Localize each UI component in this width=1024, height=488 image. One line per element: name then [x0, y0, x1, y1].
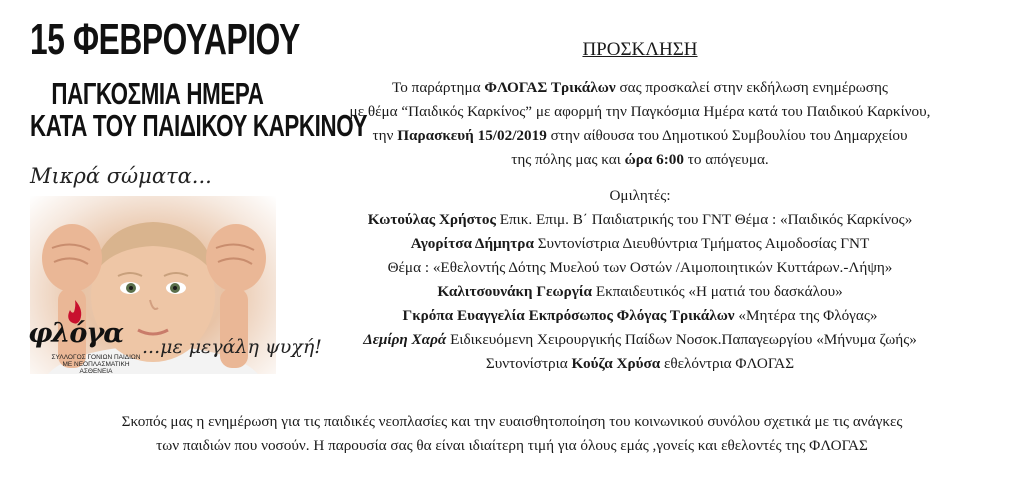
speaker-role: Συντονίστρια Διευθύντρια Τμήματος Αιμοδοσίας ΓΝΤ: [533, 235, 870, 252]
speaker-name: Κωτούλας Χρήστος: [367, 211, 496, 228]
speaker-name: Καλιτσουνάκη Γεωργία: [437, 283, 593, 300]
text-span: σας προσκαλεί στην εκδήλωση ενημέρωσης: [615, 79, 888, 96]
invitation-paragraph: [290, 76, 990, 172]
speaker-5: [290, 328, 990, 352]
poster-tagline-top: Μικρά σώματα...: [30, 164, 212, 188]
purpose-line-2: των παιδιών που νοσούν. Η παρουσία σας θα είναι ιδιαίτερη τιμή για όλους εμάς ,γονείς και εθελοντές της ΦΛΟΓΑΣ: [156, 437, 868, 454]
speaker-name: Αγορίτσα Δήμητρα: [410, 235, 534, 252]
speaker-role: Ειδικευόμενη Χειρουργικής Παίδων Νοσοκ.Παπαγεωργίου «Μήνυμα ζωής»: [446, 331, 917, 348]
speaker-1: [290, 208, 990, 232]
invitation-line-1: [290, 76, 990, 100]
flogas-logo: [28, 318, 141, 388]
speaker-role: Επικ. Επιμ. Β΄ Παιδιατρικής του ΓΝΤ Θέμα : «Παιδικός Καρκίνος»: [495, 211, 913, 228]
poster-tagline-bottom: ...με μεγάλη ψυχή!: [142, 336, 322, 358]
purpose-statement: [20, 410, 1004, 458]
speakers-heading: Ομιλητές:: [609, 187, 671, 204]
speaker-4: [290, 304, 990, 328]
text-span: Το παράρτημα: [392, 79, 485, 96]
coordinator-role: εθελόντρια ΦΛΟΓΑΣ: [660, 355, 795, 372]
logo-wordmark: φλόγα: [28, 318, 123, 349]
speaker-name: Δεμίρη Χαρά: [363, 331, 447, 348]
speaker-role: Εκπαιδευτικός «Η ματιά του δασκάλου»: [592, 283, 843, 300]
speaker-2-topic: Θέμα : «Εθελοντής Δότης Μυελού των Οστών /Αιμοποιητικών Κυττάρων.-Λήψη»: [387, 259, 893, 276]
invitation-title: ΠΡΟΣΚΛΗΣΗ: [582, 39, 698, 60]
speaker-2: [290, 232, 990, 256]
poster-date-heading: 15 ΦΕΒΡΟΥΑΡΙΟΥ: [30, 15, 300, 64]
speakers-list: [290, 184, 990, 376]
text-span: την: [372, 127, 398, 144]
speaker-role: «Μητέρα της Φλόγας»: [734, 307, 878, 324]
invitation-line-4: [290, 148, 990, 172]
invitation-line-2: με θέμα “Παιδικός Καρκίνος” με αφορμή την Παγκόσμια Ημέρα κατά του Παιδικού Καρκίνου,: [349, 103, 931, 120]
event-poster: [22, 15, 368, 390]
branch-name: ΦΛΟΓΑΣ Τρικάλων: [484, 79, 616, 96]
event-date: Παρασκευή 15/02/2019: [397, 127, 547, 144]
coordinator-name: Κούζα Χρύσα: [571, 355, 661, 372]
invitation-line-3: [290, 124, 990, 148]
coordinator: [290, 352, 990, 376]
purpose-line-1: Σκοπός μας η ενημέρωση για τις παιδικές νεοπλασίες και την ευαισθητοποίηση του κοινωνικού συνόλου σχετικά με τις ανάγκες: [121, 413, 903, 430]
text-span: της πόλης μας και: [511, 151, 625, 168]
poster-heading-line-3: ΚΑΤΑ ΤΟΥ ΠΑΙΔΙΚΟΥ ΚΑΡΚΙΝΟΥ: [30, 108, 368, 143]
text-span: το απόγευμα.: [683, 151, 769, 168]
event-time: ώρα 6:00: [624, 151, 684, 168]
speaker-name: Γκρόπα Ευαγγελία Εκπρόσωπος Φλόγας Τρικάλων: [402, 307, 735, 324]
poster-heading-line-2: ΠΑΓΚΟΣΜΙΑ ΗΜΕΡΑ: [51, 76, 264, 111]
invitation-body: [290, 36, 990, 376]
text-span: στην αίθουσα του Δημοτικού Συμβουλίου του Δημαρχείου: [546, 127, 908, 144]
speaker-3: [290, 280, 990, 304]
logo-subtitle: ΣΥΛΛΟΓΟΣ ΓΟΝΙΩΝ ΠΑΙΔΙΩΝ ΜΕ ΝΕΟΠΛΑΣΜΑΤΙΚΗ ΑΣΘΕΝΕΙΑ: [51, 354, 141, 375]
coordinator-label: Συντονίστρια: [485, 355, 572, 372]
